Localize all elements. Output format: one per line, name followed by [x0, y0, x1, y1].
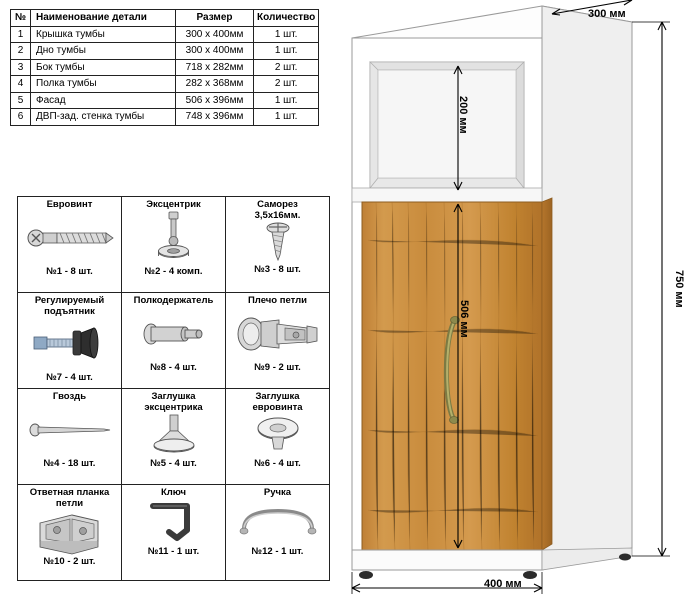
parts-table [10, 9, 319, 126]
hardware-grid [17, 196, 330, 581]
nail-icon [20, 403, 119, 457]
hardware-title: Ручка [263, 487, 292, 498]
niche-back-panel [378, 70, 516, 178]
hardware-cell-euro-screw-cap [226, 389, 330, 485]
hardware-title: Саморез 3,5х16мм. [254, 199, 301, 221]
cell-number: 5 [11, 92, 31, 109]
hinge-arm-icon [228, 307, 327, 361]
shelf-support-icon [124, 307, 223, 361]
hardware-title: Эксцентрик [146, 199, 201, 210]
hardware-row [18, 197, 330, 293]
dimension-door-height-label: 506 мм [458, 300, 470, 338]
cell-number: 1 [11, 26, 31, 43]
cabinet-foot [619, 554, 631, 561]
dimension-niche-height-label: 200 мм [457, 96, 469, 134]
cabinet-right-side [542, 6, 632, 570]
cabinet-drawing [340, 0, 700, 602]
cabinet-shelf-band [352, 188, 542, 202]
cam-lock-icon [124, 211, 223, 265]
hardware-row [18, 485, 330, 581]
dimension-depth-label: 300 мм [588, 8, 626, 20]
cell-quantity: 2 шт. [254, 76, 319, 93]
cabinet-base [352, 550, 542, 570]
header-part-name: Наименование детали [31, 10, 176, 27]
hardware-cell-adjustable-foot [18, 293, 122, 389]
dimension-height-label: 750 мм [673, 270, 685, 308]
cabinet-foot [523, 571, 537, 579]
cell-part-name: Фасад [31, 92, 176, 109]
hardware-quantity: №10 - 2 шт. [43, 556, 96, 568]
header-quantity: Количество [254, 10, 319, 27]
cell-number: 3 [11, 59, 31, 76]
niche-shelf-shade [370, 178, 524, 188]
table-row [11, 59, 319, 76]
hardware-title: Ключ [160, 487, 187, 498]
hardware-cell-handle [226, 485, 330, 581]
hardware-title: Заглушка евровинта [252, 391, 303, 413]
cell-quantity: 1 шт. [254, 43, 319, 60]
hardware-quantity: №11 - 1 шт. [147, 546, 200, 557]
cell-size: 718 х 282мм [176, 59, 254, 76]
cell-number: 4 [11, 76, 31, 93]
cell-part-name: Полка тумбы [31, 76, 176, 93]
hardware-title: Заглушка эксцентрика [144, 391, 203, 413]
dimension-width-label: 400 мм [484, 578, 522, 590]
cabinet-foot [359, 571, 373, 579]
table-row [11, 109, 319, 126]
niche-top-shade [370, 62, 524, 70]
cell-part-name: Бок тумбы [31, 59, 176, 76]
cell-size: 300 х 400мм [176, 43, 254, 60]
hardware-cell-hex-key [122, 485, 226, 581]
hardware-title: Гвоздь [52, 391, 87, 402]
hardware-cell-hinge-plate [18, 485, 122, 581]
hinge-plate-icon [20, 509, 119, 555]
hardware-title: Плечо петли [247, 295, 308, 306]
table-row [11, 76, 319, 93]
euro-screw-icon [20, 211, 119, 265]
door-right-edge [542, 198, 552, 550]
hardware-quantity: №9 - 2 шт. [254, 362, 301, 373]
hardware-title: Регулируемый подъятник [34, 295, 105, 317]
cell-size: 748 х 396мм [176, 109, 254, 126]
hardware-row [18, 293, 330, 389]
header-size: Размер [176, 10, 254, 27]
table-row [11, 43, 319, 60]
table-row [11, 26, 319, 43]
euro-screw-cap-icon [228, 413, 327, 457]
hardware-title: Евровинт [46, 199, 93, 210]
cell-size: 282 х 368мм [176, 76, 254, 93]
cell-quantity: 1 шт. [254, 26, 319, 43]
cabinet-svg [340, 0, 700, 602]
cell-part-name: Крышка тумбы [31, 26, 176, 43]
hardware-cell-self-tapping-screw [226, 197, 330, 293]
hardware-quantity: №1 - 8 шт. [46, 266, 93, 277]
hardware-quantity: №3 - 8 шт. [254, 264, 301, 276]
hardware-quantity: №8 - 4 шт. [150, 362, 197, 373]
cell-number: 6 [11, 109, 31, 126]
cell-quantity: 1 шт. [254, 92, 319, 109]
hardware-cell-hinge-arm [226, 293, 330, 389]
adjustable-foot-icon [20, 317, 119, 371]
hardware-quantity: №2 - 4 комп. [144, 266, 203, 277]
table-row [11, 92, 319, 109]
hex-key-icon [124, 499, 223, 545]
cell-size: 506 х 396мм [176, 92, 254, 109]
header-number: № [11, 10, 31, 27]
hardware-cell-nail [18, 389, 122, 485]
cell-size: 300 х 400мм [176, 26, 254, 43]
hardware-cell-euro-screw [18, 197, 122, 293]
hardware-quantity: №4 - 18 шт. [43, 458, 96, 469]
table-header-row [11, 10, 319, 27]
self-tapping-screw-icon [228, 221, 327, 263]
cell-quantity: 1 шт. [254, 109, 319, 126]
cell-quantity: 2 шт. [254, 59, 319, 76]
hardware-quantity: №12 - 1 шт. [251, 546, 304, 557]
hardware-row [18, 389, 330, 485]
hardware-title: Полкодержатель [133, 295, 214, 306]
niche-right-shade [516, 62, 524, 188]
hardware-quantity: №5 - 4 шт. [150, 458, 197, 470]
hardware-quantity: №6 - 4 шт. [254, 458, 301, 470]
handle-icon [228, 499, 327, 545]
cabinet-base-side [542, 548, 632, 570]
hardware-cell-cam-lock [122, 197, 226, 293]
cabinet-door [362, 202, 542, 550]
hardware-cell-cam-cap [122, 389, 226, 485]
cell-number: 2 [11, 43, 31, 60]
hardware-title: Ответная планка петли [29, 487, 110, 509]
hardware-cell-shelf-support [122, 293, 226, 389]
cam-cap-icon [124, 413, 223, 457]
cell-part-name: ДВП-зад. стенка тумбы [31, 109, 176, 126]
cell-part-name: Дно тумбы [31, 43, 176, 60]
hardware-quantity: №7 - 4 шт. [46, 372, 93, 384]
niche-left-shade [370, 62, 378, 188]
